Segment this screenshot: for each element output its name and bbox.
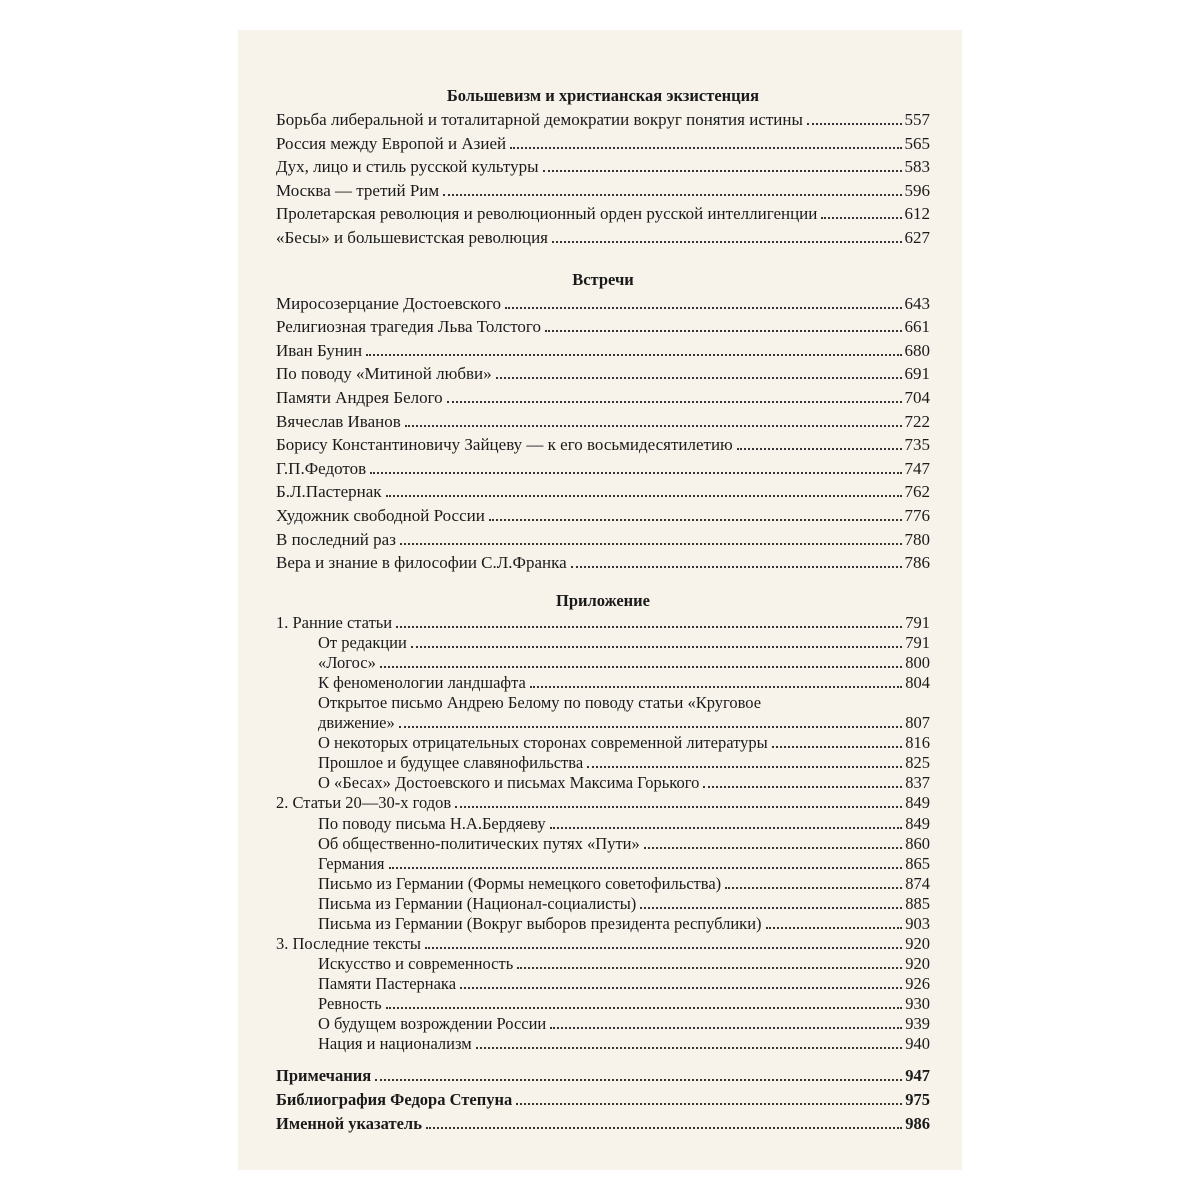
page-number: 885 [905,893,930,913]
section-heading: Встречи [572,269,634,289]
dot-leader [703,786,902,788]
toc-subentry-multiline[interactable] [276,693,930,733]
dot-leader [644,847,902,849]
page-number: 596 [904,180,930,200]
toc-entry[interactable] [276,362,930,386]
dot-leader [370,472,901,474]
toc-part[interactable] [276,934,930,955]
toc-subentry[interactable] [276,854,930,874]
entry-title: В последний раз [276,529,396,549]
toc-part[interactable] [276,613,930,634]
entry-title: Религиозная трагедия Льва Толстого [276,317,541,337]
spacer [276,250,930,268]
toc-entry[interactable] [276,315,930,339]
entry-title: Письмо из Германии (Формы немецкого советофильства) [318,873,722,893]
toc-subentry[interactable] [276,673,930,693]
dot-leader [396,626,902,628]
toc-subentry[interactable] [276,814,930,834]
entry-title: Вера и знание в философии С.Л.Франка [276,553,567,573]
dot-leader [426,1127,902,1129]
dot-leader [550,1027,902,1029]
toc-entry[interactable] [276,155,930,179]
entry-title: Б.Л.Пастернак [276,482,382,502]
toc-entry[interactable] [276,339,930,363]
page-number: 920 [905,954,930,974]
table-of-contents [276,84,930,1136]
page-number: 837 [905,773,930,793]
page-number: 762 [904,482,930,502]
page-number: 920 [905,933,930,953]
part-title: 3. Последние тексты [276,933,422,953]
toc-entry-bold[interactable] [276,1088,930,1112]
page-number: 816 [905,733,930,753]
dot-leader [766,927,903,929]
page-number: 643 [904,293,930,313]
dot-leader [545,330,902,332]
page-number: 661 [904,317,930,337]
toc-subentry[interactable] [276,914,930,934]
page-number: 583 [904,157,930,177]
dot-leader [807,123,902,125]
page-number: 930 [905,994,930,1014]
toc-entry[interactable] [276,551,930,575]
toc-entry[interactable] [276,108,930,132]
entry-title: О «Бесах» Достоевского и письмах Максима Горького [318,773,700,793]
toc-subentry[interactable] [276,954,930,974]
page-number: 791 [905,633,930,653]
dot-leader [400,543,902,545]
toc-entry[interactable] [276,179,930,203]
entry-title: Памяти Андрея Белого [276,387,443,407]
entry-title: Письма из Германии (Национал-социалисты) [318,893,637,913]
dot-leader [552,241,902,243]
page-number: 791 [905,612,930,632]
toc-subentry[interactable] [276,1034,930,1054]
dot-leader [443,194,901,196]
toc-subentry[interactable] [276,874,930,894]
dot-leader [587,766,902,768]
toc-subentry[interactable] [276,894,930,914]
dot-leader [380,666,902,668]
entry-title: Миросозерцание Достоевского [276,293,502,313]
entry-title: Борису Константиновичу Зайцеву — к его восьмидесятилетию [276,435,733,455]
entry-title: Библиография Федора Степуна [276,1090,513,1110]
page-number: 565 [904,133,930,153]
page-number: 691 [904,364,930,384]
entry-title: Письма из Германии (Вокруг выборов президента республики) [318,913,762,933]
entry-title-line2: движение» [318,713,395,733]
page-number: 975 [905,1090,930,1110]
dot-leader [496,377,902,379]
page-number: 874 [905,873,930,893]
toc-entry[interactable] [276,410,930,434]
toc-part[interactable] [276,793,930,814]
dot-leader [386,495,902,497]
page-number: 865 [905,853,930,873]
dot-leader [425,947,902,949]
toc-entry-bold[interactable] [276,1112,930,1136]
entry-title: По поводу письма Н.А.Бердяеву [318,813,546,833]
entry-title: Вячеслав Иванов [276,411,401,431]
entry-title: «Бесы» и большевистская революция [276,227,548,247]
entry-title: Иван Бунин [276,340,363,360]
dot-leader [517,967,902,969]
page-number: 807 [905,713,930,733]
toc-subentry[interactable] [276,994,930,1014]
page-number: 780 [904,529,930,549]
entry-title: Нация и национализм [318,1034,472,1054]
page-number: 825 [905,753,930,773]
page-number: 704 [904,387,930,407]
entry-title: От редакции [318,633,407,653]
dot-leader [772,746,903,748]
dot-leader [571,566,902,568]
toc-subentry[interactable] [276,653,930,673]
dot-leader [460,987,902,989]
page-number: 747 [904,458,930,478]
entry-title: Борьба либеральной и тоталитарной демократии вокруг понятия истины [276,110,803,129]
spacer [276,1054,930,1064]
toc-entry[interactable] [276,528,930,552]
toc-entry-bold[interactable] [276,1064,930,1088]
dot-leader [489,519,902,521]
entry-title: Искусство и современность [318,954,514,974]
page-number: 627 [904,227,930,247]
page-number: 776 [904,505,930,525]
page-number: 939 [905,1014,930,1034]
page-number: 722 [904,411,930,431]
dot-leader [366,354,901,356]
page-number: 860 [905,833,930,853]
toc-entry[interactable] [276,292,930,316]
page-number: 926 [905,974,930,994]
dot-leader [530,686,902,688]
page-number: 903 [905,913,930,933]
entry-title: О некоторых отрицательных сторонах современной литературы [318,733,768,753]
page-number: 947 [905,1066,930,1086]
dot-leader [725,887,902,889]
dot-leader [375,1079,902,1081]
toc-entry[interactable] [276,132,930,156]
entry-title-line2-row [318,713,930,733]
page-number: 940 [905,1034,930,1054]
toc-subentry[interactable] [276,834,930,854]
toc-subentry[interactable] [276,633,930,653]
toc-entry[interactable] [276,202,930,226]
dot-leader [516,1103,902,1105]
page-number: 786 [904,553,930,573]
toc-entry[interactable] [276,226,930,250]
dot-leader [737,448,902,450]
dot-leader [389,867,903,869]
part-title: 1. Ранние статьи [276,612,393,632]
page-number: 612 [904,204,930,224]
entry-title: К феноменологии ландшафта [318,673,526,693]
page-number: 986 [905,1114,930,1134]
page-number: 557 [904,110,930,129]
section-heading: Большевизм и христианская экзистенция [446,86,760,105]
entry-title: Москва — третий Рим [276,180,440,200]
dot-leader [405,425,902,427]
entry-title: Памяти Пастернака [318,974,457,994]
dot-leader [640,907,902,909]
entry-title: Германия [318,853,385,873]
spacer [276,575,930,589]
toc-entry[interactable] [276,504,930,528]
dot-leader [447,401,902,403]
dot-leader [821,217,901,219]
entry-title: Художник свободной России [276,505,485,525]
page-number: 849 [905,813,930,833]
entry-title: Дух, лицо и стиль русской культуры [276,157,539,177]
toc-subentry[interactable] [276,1014,930,1034]
entry-title: Прошлое и будущее славянофильства [318,753,584,773]
dot-leader [455,806,902,808]
page-number: 735 [904,435,930,455]
toc-subentry[interactable] [276,753,930,773]
toc-subentry[interactable] [276,733,930,753]
toc-entry[interactable] [276,480,930,504]
part-title: 2. Статьи 20—30-х годов [276,793,452,813]
entry-title: Россия между Европой и Азией [276,133,507,153]
dot-leader [550,827,903,829]
page-number: 800 [905,653,930,673]
toc-entry[interactable] [276,457,930,481]
dot-leader [543,170,902,172]
entry-title: Примечания [276,1066,372,1086]
page-number: 804 [905,673,930,693]
entry-title: Ревность [318,994,382,1014]
book-page [238,30,962,1170]
dot-leader [510,147,901,149]
toc-subentry[interactable] [276,773,930,793]
entry-title: Пролетарская революция и революционный орден русской интеллигенции [276,204,818,224]
dot-leader [476,1047,903,1049]
dot-leader [386,1007,903,1009]
toc-subentry[interactable] [276,974,930,994]
page-number: 680 [904,340,930,360]
entry-title-line1: Открытое письмо Андрею Белому по поводу статьи «Круговое [318,693,762,713]
toc-entry[interactable] [276,386,930,410]
entry-title: О будущем возрождении России [318,1014,547,1034]
section-heading: Приложение [555,590,651,610]
toc-entry[interactable] [276,433,930,457]
entry-title: Об общественно-политических путях «Пути» [318,833,640,853]
entry-title: По поводу «Митиной любви» [276,364,492,384]
dot-leader [505,307,901,309]
dot-leader [411,646,902,648]
dot-leader [399,726,902,728]
entry-title: Именной указатель [276,1114,422,1134]
page-number: 849 [905,793,930,813]
entry-title: Г.П.Федотов [276,458,367,478]
entry-title: «Логос» [318,653,376,673]
